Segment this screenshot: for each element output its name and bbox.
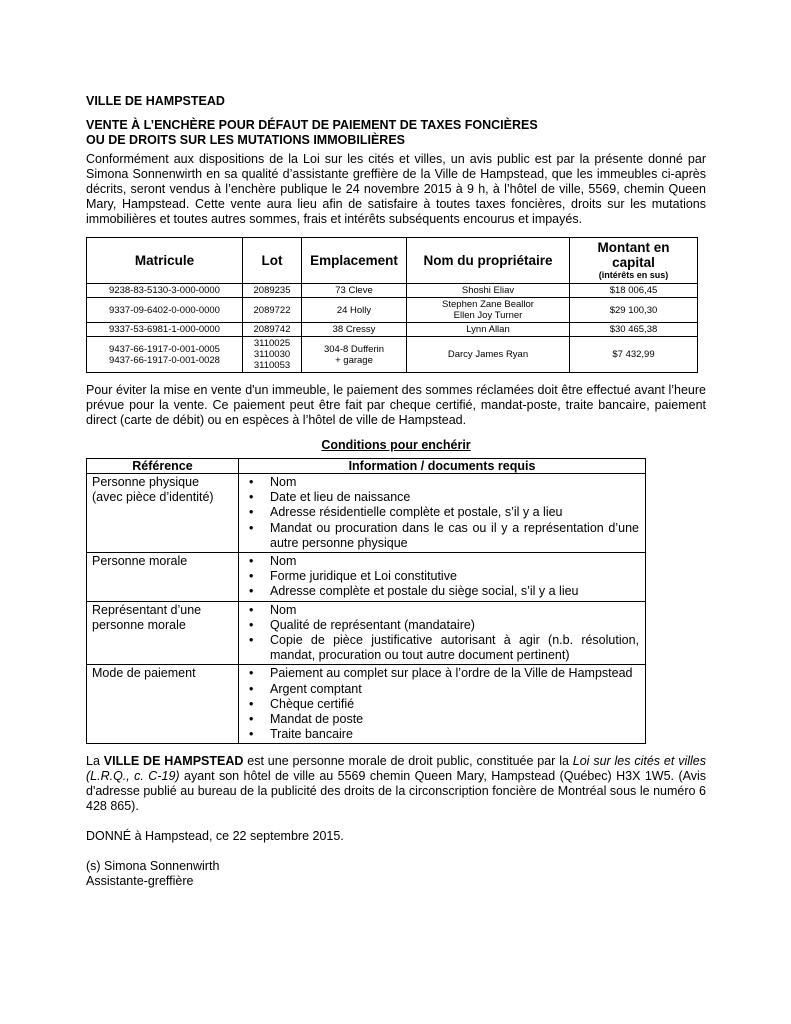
- requirement-item: • Date et lieu de naissance: [245, 490, 639, 505]
- property-matricule-text: 9437-66-1917-0-001-0028: [109, 354, 220, 366]
- property-row: [87, 298, 698, 323]
- signature-block: [86, 859, 706, 889]
- property-lot-cell: [243, 284, 302, 298]
- property-matricule-text: 9437-66-1917-0-001-0005: [109, 343, 220, 355]
- property-montant-cell: $7 432,99: [570, 337, 698, 373]
- property-proprietaire-text: Lynn Allan: [466, 324, 510, 335]
- intro-paragraph: Conformément aux dispositions de la Loi sur les cités et villes, un avis public est par la présente donné par Simona Sonnenwirth en sa qualité d’assistante greffière de la Ville de Hampstead, que les immeubles ci-après décrits, seront vendus à l’enchère publique le 24 novembre 2015 à 9 h, à l’hôtel de ville, 5569, chemin Queen Mary, Hampstead. Cette vente aura lieu afin de satisfaire à toutes taxes foncières, droits sur les mutations immobilières et toutes autres sommes, frais et intérêts subséquents encourus et impayés.: [86, 152, 706, 226]
- condition-requirements: [239, 553, 646, 602]
- requirements-list: [245, 666, 639, 742]
- property-matricule-text: 9337-53-6981-1-000-0000: [109, 324, 220, 335]
- property-emplacement-text: 73 Cleve: [335, 285, 373, 296]
- property-lot-text: 2089742: [253, 324, 291, 335]
- property-row: [87, 323, 698, 337]
- header-matricule: Matricule: [87, 238, 243, 284]
- property-montant-cell: $29 100,30: [570, 298, 698, 323]
- property-lot-text: 3110025: [253, 338, 291, 349]
- property-lot-text: 3110030: [253, 349, 291, 360]
- notice-page: [86, 94, 706, 889]
- requirement-item: • Nom: [245, 603, 639, 618]
- property-matricule-cell: [87, 337, 243, 373]
- header-montant-line2: capital: [612, 255, 655, 270]
- properties-table: [86, 237, 698, 373]
- property-emplacement-cell: [302, 337, 407, 373]
- city-title: VILLE DE HAMPSTEAD: [86, 94, 225, 108]
- requirement-item: • Argent comptant: [245, 682, 639, 697]
- closing-city-name: VILLE DE HAMPSTEAD: [103, 754, 244, 769]
- condition-row: [87, 474, 646, 553]
- property-emplacement-text: 24 Holly: [336, 304, 372, 316]
- header-reference: Référence: [87, 459, 239, 474]
- requirement-item: • Forme juridique et Loi constitutive: [245, 569, 639, 584]
- condition-row: [87, 553, 646, 602]
- requirement-item: • Adresse complète et postale du siège social, s’il y a lieu: [245, 584, 639, 599]
- property-lot-cell: [243, 298, 302, 323]
- property-proprietaire-cell: [407, 298, 570, 323]
- property-proprietaire-cell: [407, 323, 570, 337]
- header-lot: Lot: [243, 238, 302, 284]
- notice-heading: [86, 118, 706, 148]
- property-emplacement-text: 304-8 Dufferin: [323, 343, 385, 355]
- conditions-table: [86, 458, 646, 744]
- property-proprietaire-text: Darcy James Ryan: [447, 349, 529, 360]
- property-proprietaire-text: Stephen Zane Beallor: [442, 299, 534, 310]
- property-emplacement-text: 38 Cressy: [332, 324, 376, 335]
- property-proprietaire-cell: [407, 337, 570, 373]
- payment-paragraph: Pour éviter la mise en vente d'un immeuble, le paiement des sommes réclamées doit être effectué avant l’heure prévue pour la vente. Ce paiement peut être fait par cheque certifié, mandat-poste, traite bancaire, paiement direct (carte de débit) ou en espèces à l’hôtel de ville de Hampstead.: [86, 383, 706, 427]
- property-lot-text: 2089722: [253, 304, 291, 316]
- condition-reference: Personne morale: [87, 553, 239, 602]
- condition-row: [87, 665, 646, 744]
- signature-role: Assistante-greffière: [86, 874, 194, 889]
- requirement-item: • Nom: [245, 554, 639, 569]
- conditions-title: Conditions pour enchérir: [321, 438, 471, 452]
- property-matricule-cell: [87, 323, 243, 337]
- property-emplacement-cell: [302, 323, 407, 337]
- requirement-item: • Chèque certifié: [245, 697, 639, 712]
- condition-row: [87, 601, 646, 665]
- requirement-item: • Mandat de poste: [245, 712, 639, 727]
- properties-header-row: [87, 238, 698, 284]
- property-row: [87, 337, 698, 373]
- requirement-item: • Paiement au complet sur place à l’ordre de la Ville de Hampstead: [245, 666, 639, 681]
- condition-reference: Représentant d’une personne morale: [87, 601, 239, 665]
- condition-requirements: [239, 601, 646, 665]
- conditions-body: [87, 474, 646, 744]
- signature-name: (s) Simona Sonnenwirth: [86, 859, 220, 874]
- header-montant-note: (intérêts en sus): [598, 270, 669, 280]
- property-proprietaire-text: Shoshi Eliav: [461, 285, 515, 296]
- condition-requirements: [239, 665, 646, 744]
- requirement-item: • Copie de pièce justificative autorisant à agir (n.b. résolution, mandat, procuration ou tout autre document pertinent): [245, 633, 639, 663]
- property-lot-text: 2089235: [253, 285, 291, 296]
- closing-suffix: ayant son hôtel de ville au 5569 chemin Queen Mary, Hampstead (Québec) H3X 1W5. (Avis d'adresse publié au bureau de la publicité des droits de la circonscription foncière de Montréal sous le numéro 6 428 865).: [86, 769, 706, 814]
- notice-heading-line2: OU DE DROITS SUR LES MUTATIONS IMMOBILIÈRES: [86, 133, 405, 147]
- property-matricule-text: 9337-09-6402-0-000-0000: [109, 304, 220, 316]
- property-montant-cell: $18 006,45: [570, 284, 698, 298]
- header-information: Information / documents requis: [239, 459, 646, 474]
- requirements-list: [245, 603, 639, 664]
- property-emplacement-cell: [302, 284, 407, 298]
- header-emplacement: Emplacement: [302, 238, 407, 284]
- condition-requirements: [239, 474, 646, 553]
- property-lot-cell: [243, 323, 302, 337]
- property-matricule-text: 9238-83-5130-3-000-0000: [109, 285, 220, 296]
- requirement-item: • Nom: [245, 475, 639, 490]
- property-proprietaire-cell: [407, 284, 570, 298]
- closing-law-name: Loi sur les cités et villes (L.R.Q., c. C-19): [86, 754, 706, 784]
- condition-reference: Mode de paiement: [87, 665, 239, 744]
- closing-mid: est une personne morale de droit public, constituée par la: [243, 754, 573, 769]
- property-matricule-cell: [87, 298, 243, 323]
- property-lot-text: 3110053: [253, 360, 291, 371]
- property-montant-cell: $30 465,38: [570, 323, 698, 337]
- properties-body: [87, 284, 698, 373]
- notice-heading-line1: VENTE À L’ENCHÈRE POUR DÉFAUT DE PAIEMENT DE TAXES FONCIÈRES: [86, 118, 538, 132]
- closing-prefix: La: [86, 754, 104, 769]
- property-row: [87, 284, 698, 298]
- closing-paragraph: [86, 754, 706, 814]
- condition-reference: Personne physique (avec pièce d’identité): [87, 474, 239, 553]
- requirement-item: • Traite bancaire: [245, 727, 639, 742]
- property-emplacement-cell: [302, 298, 407, 323]
- property-emplacement-text: + garage: [335, 354, 373, 366]
- header-montant-line1: Montant en: [597, 240, 670, 255]
- header-montant: [570, 238, 698, 284]
- given-date: DONNÉ à Hampstead, ce 22 septembre 2015.: [86, 829, 344, 844]
- property-proprietaire-text: Ellen Joy Turner: [453, 310, 523, 321]
- requirements-list: [245, 554, 639, 600]
- requirement-item: • Mandat ou procuration dans le cas ou il y a représentation d’une autre personne physique: [245, 521, 639, 551]
- requirement-item: • Qualité de représentant (mandataire): [245, 618, 639, 633]
- property-matricule-cell: [87, 284, 243, 298]
- header-proprietaire: Nom du propriétaire: [407, 238, 570, 284]
- requirements-list: [245, 475, 639, 551]
- property-lot-cell: [243, 337, 302, 373]
- requirement-item: • Adresse résidentielle complète et postale, s’il y a lieu: [245, 505, 639, 520]
- conditions-header-row: [87, 459, 646, 474]
